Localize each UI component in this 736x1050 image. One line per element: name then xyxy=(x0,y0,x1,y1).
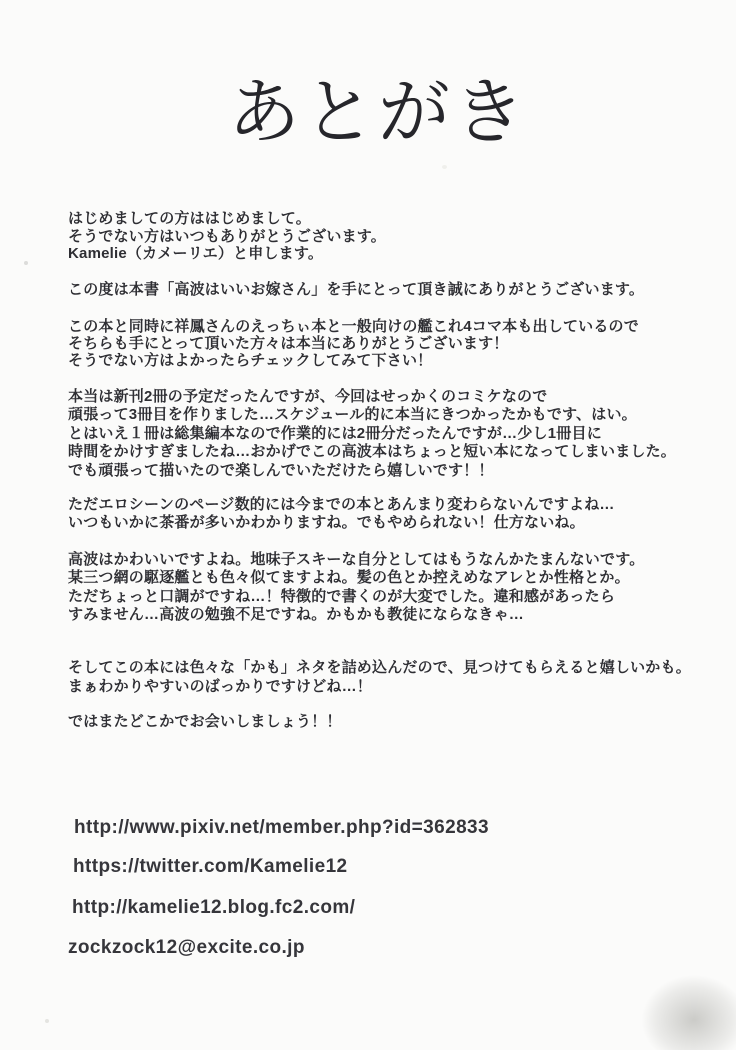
paragraph-other-books xyxy=(68,318,718,369)
text-line: いつもいかに茶番が多いかわかりますね。でもやめられない！仕方ないね。 xyxy=(68,514,585,531)
text-line: そちらも手にとって頂いた方々は本当にありがとうございます！ xyxy=(68,335,509,352)
text-line: そしてこの本には色々な「かも」ネタを詰め込んだので、見つけてもらえると嬉しいかも。 xyxy=(68,659,691,676)
text-line: とはいえ１冊は総集編本なので作業的には2冊分だったんですが…少し1冊目に xyxy=(68,424,602,442)
paragraph-takanami xyxy=(68,551,718,625)
scan-speck xyxy=(45,1019,49,1023)
paragraph-greeting xyxy=(68,210,718,263)
scan-speck xyxy=(442,165,447,169)
paragraph-pages xyxy=(68,496,718,532)
text-line: でも頑張って描いたので楽しんでいただけたら嬉しいです！！ xyxy=(68,461,494,479)
twitter-url: https://twitter.com/Kamelie12 xyxy=(73,856,348,877)
paragraph-schedule xyxy=(68,388,718,480)
text-line: そうでない方はいつもありがとうございます。 xyxy=(68,227,387,245)
text-line: 高波はかわいいですよね。地味子スキーな自分としてはもうなんかたまんないです。 xyxy=(68,551,645,568)
text-line: この度は本書「高波はいいお嫁さん」を手にとって頂き誠にありがとうございます。 xyxy=(68,281,645,298)
scan-corner-shadow xyxy=(624,960,736,1050)
text-line: すみません…高波の勉強不足ですね。かもかも教徒にならなきゃ… xyxy=(68,606,525,624)
paragraph-farewell xyxy=(68,713,718,731)
email-address: zockzock12@excite.co.jp xyxy=(68,937,305,958)
paragraph-kamo-neta xyxy=(68,658,718,696)
text-line: 時間をかけすぎましたね…おかげでこの高波本はちょっと短い本になってしまいました。 xyxy=(68,443,677,461)
text-line: この本と同時に祥鳳さんのえっちぃ本と一般向けの艦これ4コマ本も出しているので xyxy=(68,318,639,335)
text-line: そうでない方はよかったらチェックしてみて下さい！ xyxy=(68,352,433,369)
text-line: ではまたどこかでお会いしましょう！！ xyxy=(68,713,342,730)
text-line: 頑張って3冊目を作りました…スケジュール的に本当にきつかったかもです、はい。 xyxy=(68,406,637,424)
blog-url: http://kamelie12.blog.fc2.com/ xyxy=(72,897,356,918)
text-line: ただエロシーンのページ数的には今までの本とあんまり変わらないんですよね… xyxy=(68,496,615,513)
text-line: Kamelie（カメーリエ）と申します。 xyxy=(68,245,324,262)
text-line: はじめましての方ははじめまして。 xyxy=(68,210,311,227)
text-line: 某三つ網の駆逐艦とも色々似てますよね。髪の色とか控えめなアレとか性格とか。 xyxy=(68,569,630,587)
text-line: 本当は新刊2冊の予定だったんですが、今回はせっかくのコミケなので xyxy=(68,388,548,405)
scan-speck xyxy=(24,261,28,265)
paragraph-thanks xyxy=(68,281,718,299)
page-title: あとがき xyxy=(227,73,528,153)
pixiv-url: http://www.pixiv.net/member.php?id=362833 xyxy=(74,817,489,838)
text-line: ただちょっと口調がですね…！特徴的で書くのが大変でした。違和感があったら xyxy=(68,587,616,605)
text-line: まぁわかりやすいのばっかりですけどね…！ xyxy=(68,678,373,695)
